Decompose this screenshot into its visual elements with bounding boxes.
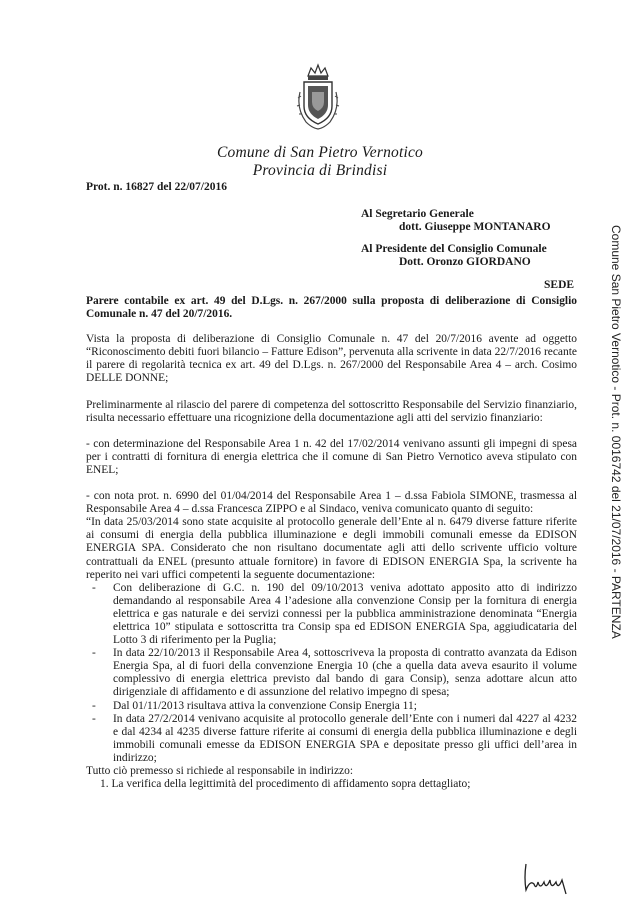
list-item: [86, 700, 577, 713]
list-item-text: Con deliberazione di G.C. n. 190 del 09/10/2013 veniva adottato apposito atto di indirizzo demandando al responsabile Area 4 l’adesione alla convenzione Consip per la fornitura di energia elettrica e gas naturale e dei servizi connessi per la pubblica amministrazione denominata “Energia elettrica 10” stipulata e sottoscritta tra Consip spa ed EDISON ENERGIA Spa, aggiudicataria del Lotto 3 di riferimento per la Puglia;: [113, 581, 577, 647]
documentation-list: [86, 582, 577, 765]
subject: Parere contabile ex art. 49 del D.Lgs. n. 267/2000 sulla proposta di deliberazione di Consiglio Comunale n. 47 del 20/7/2016.: [86, 295, 577, 321]
list-item: [86, 647, 577, 699]
paragraph-6: Tutto ciò premesso si richiede al responsabile in indirizzo:: [86, 765, 354, 777]
municipal-crest-icon: [294, 62, 342, 134]
list-bullet: -: [92, 699, 96, 712]
recipient-1-name: dott. Giuseppe MONTANARO: [399, 221, 551, 233]
province-name: Provincia di Brindisi: [252, 162, 388, 179]
list-item: [86, 582, 577, 647]
signature-initials-icon: [520, 860, 580, 896]
seat-label: SEDE: [544, 279, 575, 291]
recipient-2-name: Dott. Oronzo GIORDANO: [399, 256, 531, 268]
recipient-2-title: Al Presidente del Consiglio Comunale: [361, 243, 547, 255]
numbered-item-1-number: 1.: [100, 778, 109, 791]
list-bullet: -: [92, 581, 96, 594]
list-item-text: Dal 01/11/2013 risultava attiva la convenzione Consip Energia 11;: [113, 699, 417, 712]
paragraph-4: - con nota prot. n. 6990 del 01/04/2014 del Responsabile Area 1 – d.ssa Fabiola SIMONE, trasmessa al Responsabile Area 4 – d.ssa Francesca ZIPPO e al Sindaco, veniva comunicato quanto di seguito:: [86, 490, 577, 516]
numbered-item-1: [86, 778, 577, 791]
list-item-text: In data 22/10/2013 il Responsabile Area 4, sottoscriveva la proposta di contratto avanzata da Edison Energia Spa, al di fuori della convenzione Energia 10 (che a quella data aveva esaurito il volume complessivo di energia elettrica previsto dal bando di gara Consip), senza adottare alcun atto dirigenziale di affidamento e di assunzione del relativo impegno di spesa;: [113, 647, 577, 699]
paragraph-5: “In data 25/03/2014 sono state acquisite al protocollo generale dell’Ente al n. 6479 diverse fatture riferite ai consumi di energia della pubblica illuminazione e degli immobili comunali emesse da EDISON ENERGIA SPA. Considerato che non risultano documentate agli atti dello scrivente ufficio volture contrattuali da ENEL (presunto attuale fornitore) in favore di EDISON ENERGIA Spa, la scrivente ha reperito nei vari uffici competenti la seguente documentazione:: [86, 516, 577, 581]
municipality-name: Comune di San Pietro Vernotico: [216, 144, 424, 161]
list-bullet: -: [92, 647, 96, 660]
list-item: [86, 713, 577, 765]
protocol-number: Prot. n. 16827 del 22/07/2016: [86, 181, 227, 193]
recipient-1-title: Al Segretario Generale: [361, 208, 474, 220]
paragraph-2: Preliminarmente al rilascio del parere di competenza del sottoscritto Responsabile del Servizio finanziario, risulta necessario effettuare una ricognizione della documentazione agli atti del servizio finanziario:: [86, 398, 577, 424]
protocol-side-stamp: [606, 225, 624, 639]
paragraph-3: - con determinazione del Responsabile Area 1 n. 42 del 17/02/2014 venivano assunti gli impegni di spesa per i contratti di fornitura di energia elettrica che il comune di San Pietro Vernotico aveva stipulato con ENEL;: [86, 437, 577, 476]
paragraph-1: Vista la proposta di deliberazione di Consiglio Comunale n. 47 del 20/7/2016 avente ad oggetto “Riconoscimento debiti fuori bilancio – Fatture Edison”, pervenuta alla scrivente in data 22/7/2016 recante il parere di regolarità tecnica ex art. 49 del D.Lgs. n. 267/2000 del Responsabile Area 4 – arch. Cosimo DELLE DONNE;: [86, 333, 577, 385]
list-item-text: In data 27/2/2014 venivano acquisite al protocollo generale dell’Ente con i numeri dal 4227 al 4232 e dal 4234 al 4235 diverse fatture riferite ai consumi di energia della pubblica illuminazione e degli immobili comunali emesse da EDISON ENERGIA SPA e depositate presso gli uffici dell’area in indirizzo;: [113, 712, 577, 764]
document-body: [86, 295, 577, 791]
protocol-side-stamp-text: Comune San Pietro Vernotico - Prot. n. 0016742 del 21/07/2016 - PARTENZA: [609, 225, 623, 639]
list-bullet: -: [92, 712, 96, 725]
numbered-item-1-text: La verifica della legittimità del procedimento di affidamento sopra dettagliato;: [111, 778, 471, 791]
